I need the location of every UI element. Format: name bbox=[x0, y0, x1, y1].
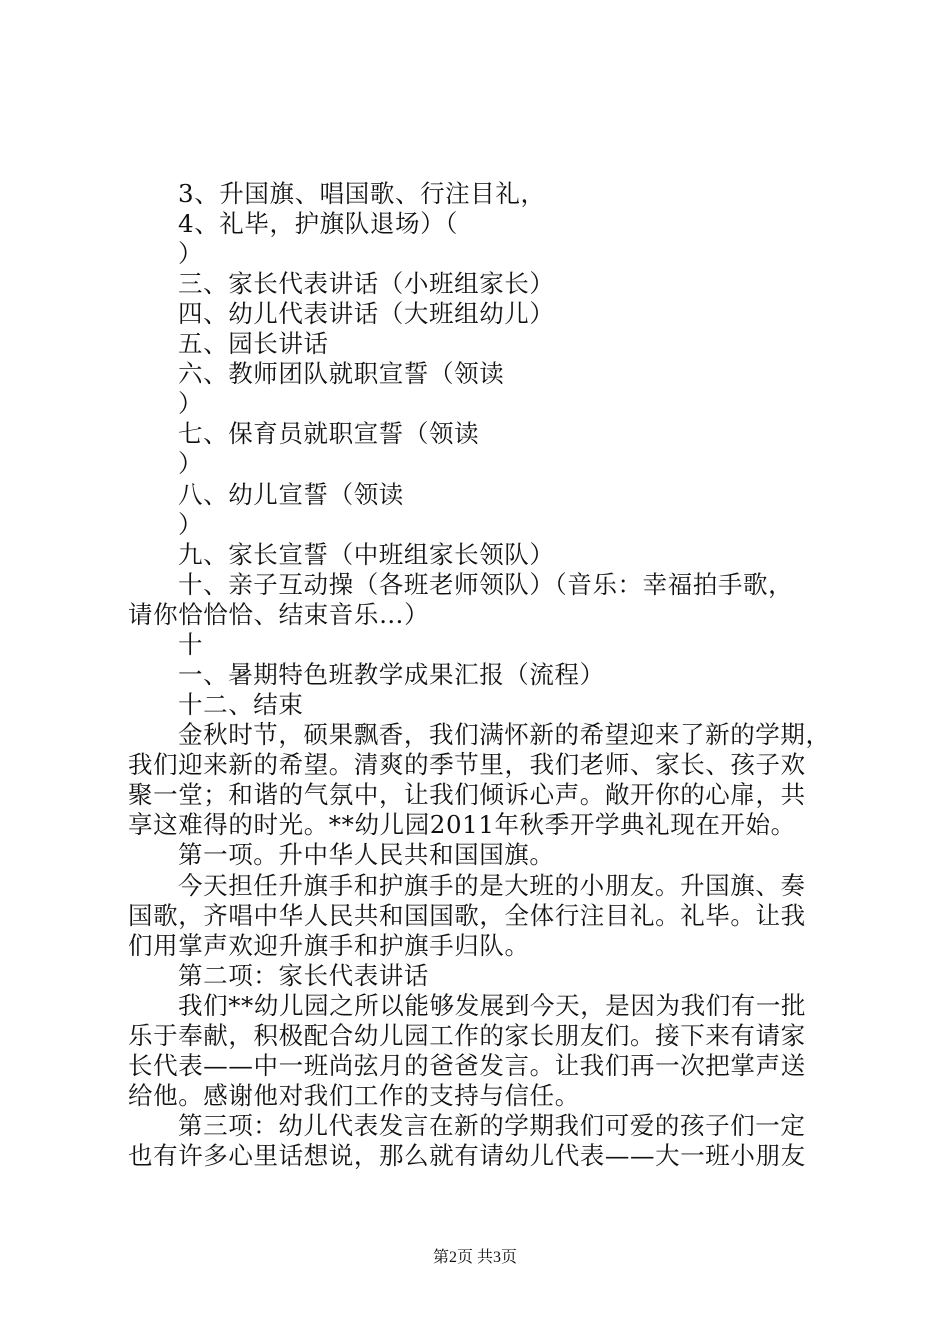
text-line: 第三项：幼儿代表发言在新的学期我们可爱的孩子们一定 bbox=[178, 1111, 806, 1140]
text-line: 第二项：家长代表讲话 bbox=[178, 961, 429, 990]
text-line: 请你恰恰恰、结束音乐…） bbox=[128, 600, 430, 629]
text-line: 乐于奉献，积极配合幼儿园工作的家长朋友们。接下来有请家 bbox=[128, 1021, 806, 1050]
text-line: 享这难得的时光。**幼儿园2011年秋季开学典礼现在开始。 bbox=[128, 810, 796, 839]
text-line: ） bbox=[178, 510, 204, 539]
text-line: 三、家长代表讲话（小班组家长） bbox=[178, 269, 555, 298]
text-line: 国歌，齐唱中华人民共和国国歌，全体行注目礼。礼毕。让我 bbox=[128, 901, 806, 930]
text-line: 也有许多心里话想说，那么就有请幼儿代表——大一班小朋友 bbox=[128, 1141, 806, 1170]
text-line: 给他。感谢他对我们工作的支持与信任。 bbox=[128, 1081, 580, 1110]
text-line: 一、暑期特色班教学成果汇报（流程） bbox=[178, 660, 605, 689]
text-line: 五、园长讲话 bbox=[178, 329, 329, 358]
text-line: 4、礼毕，护旗队退场）（ bbox=[178, 209, 459, 238]
text-line: 第一项。升中华人民共和国国旗。 bbox=[178, 840, 555, 869]
text-line: ） bbox=[178, 239, 204, 268]
text-line: 十二、结束 bbox=[178, 690, 304, 719]
text-line: 3、升国旗、唱国歌、行注目礼， bbox=[178, 179, 546, 208]
text-line: 我们**幼儿园之所以能够发展到今天，是因为我们有一批 bbox=[178, 991, 807, 1020]
text-line: 九、家长宣誓（中班组家长领队） bbox=[178, 540, 555, 569]
text-line: ） bbox=[178, 389, 204, 418]
text-line: 七、保育员就职宣誓（领读 bbox=[178, 419, 480, 448]
text-line: 六、教师团队就职宣誓（领读 bbox=[178, 359, 505, 388]
page-footer: 第2页 共3页 bbox=[432, 1249, 517, 1266]
text-line: 金秋时节，硕果飘香，我们满怀新的希望迎来了新的学期， bbox=[178, 720, 831, 749]
text-line: 我们迎来新的希望。清爽的季节里，我们老师、家长、孩子欢 bbox=[128, 750, 806, 779]
text-line: 聚一堂；和谐的气氛中，让我们倾诉心声。敞开你的心扉，共 bbox=[128, 780, 806, 809]
text-line: 们用掌声欢迎升旗手和护旗手归队。 bbox=[128, 931, 530, 960]
text-line: 十 bbox=[178, 630, 204, 659]
text-line: 四、幼儿代表讲话（大班组幼儿） bbox=[178, 299, 555, 328]
text-line: 长代表——中一班尚弦月的爸爸发言。让我们再一次把掌声送 bbox=[128, 1051, 806, 1080]
text-line: ） bbox=[178, 449, 204, 478]
text-line: 今天担任升旗手和护旗手的是大班的小朋友。升国旗、奏 bbox=[178, 871, 806, 900]
text-line: 八、幼儿宣誓（领读 bbox=[178, 480, 404, 509]
text-line: 十、亲子互动操（各班老师领队）（音乐：幸福拍手歌， bbox=[178, 570, 794, 599]
